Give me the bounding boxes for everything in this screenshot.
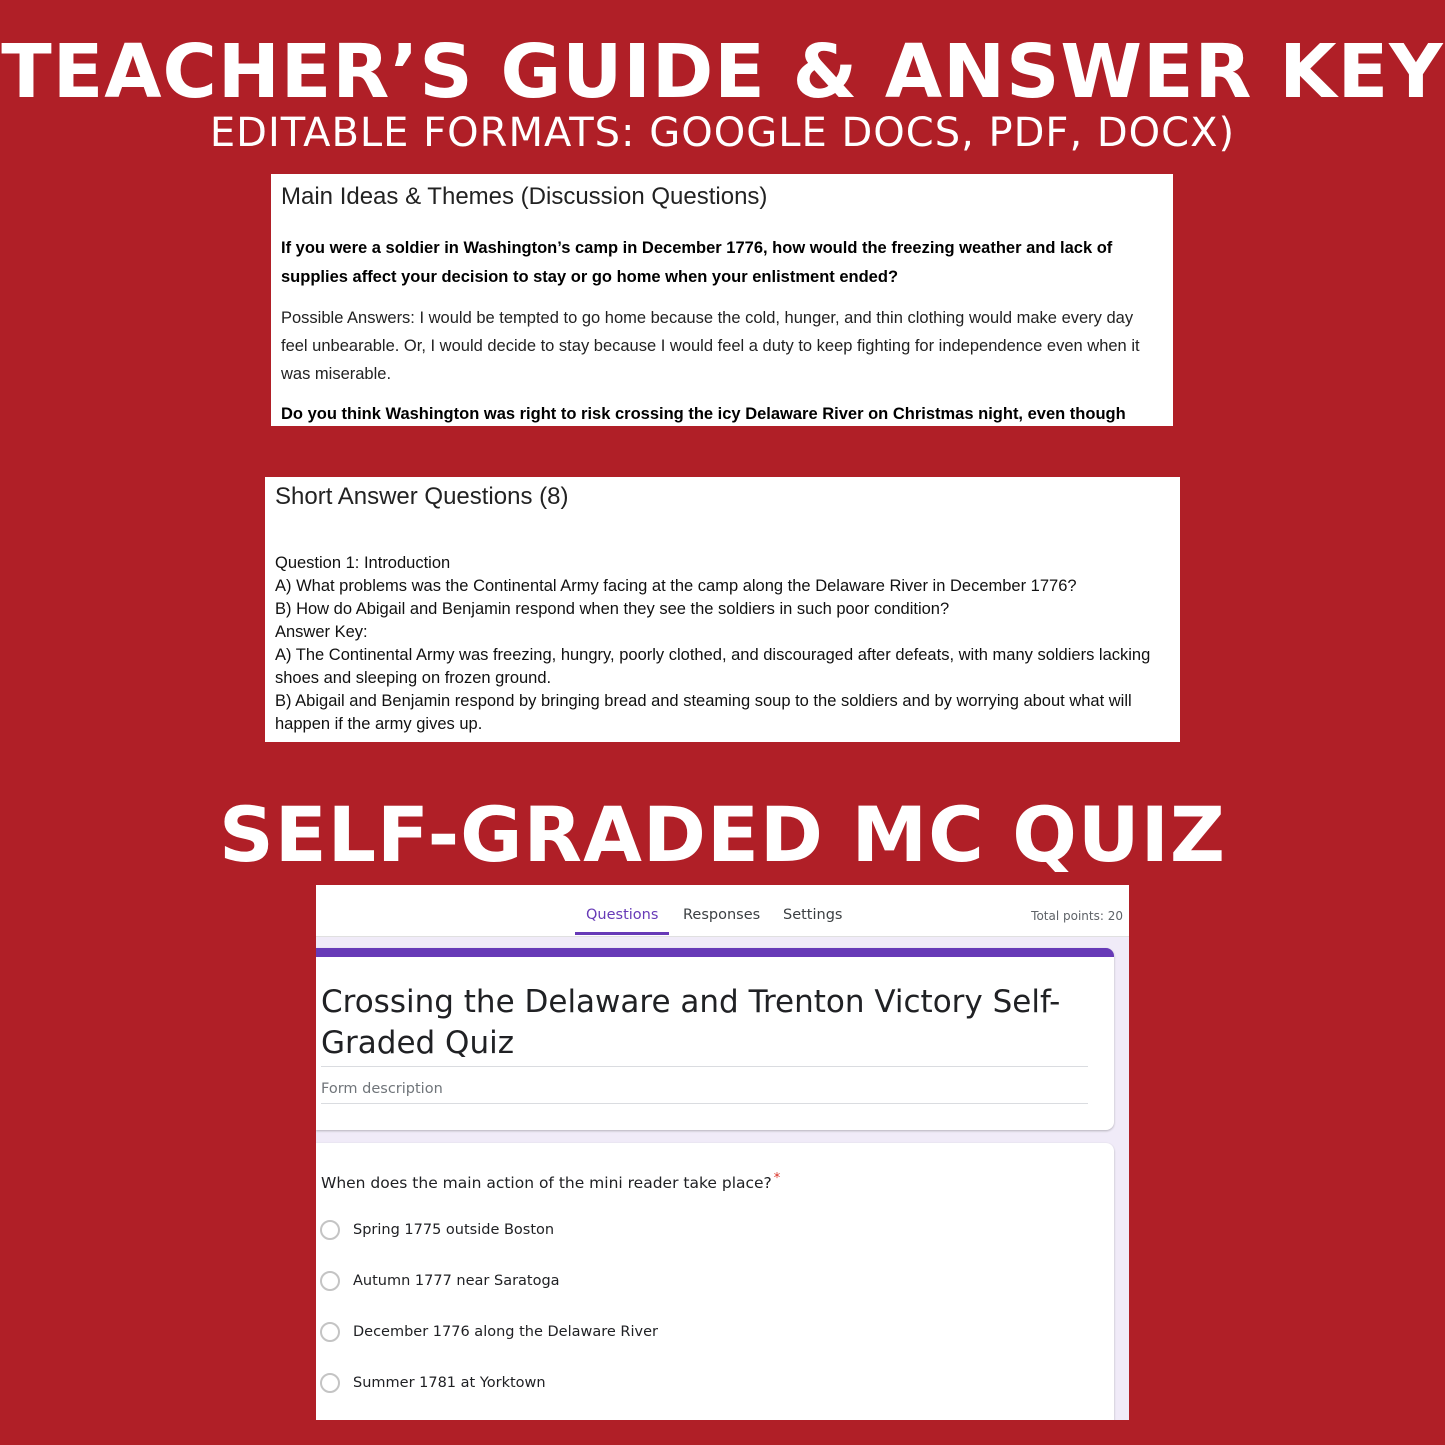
form-tab-bar: [316, 885, 1129, 937]
short-answer-line: Answer Key:: [275, 623, 368, 641]
total-points: Total points: 20: [1031, 909, 1123, 923]
radio-button[interactable]: [320, 1322, 340, 1342]
short-answer-line: A) The Continental Army was freezing, hungry, poorly clothed, and discouraged after defeats, with many soldiers lacking shoes and sleeping on frozen ground.: [275, 646, 1151, 687]
discussion-questions-panel: [271, 174, 1173, 426]
answer-option[interactable]: [320, 1371, 546, 1395]
radio-button[interactable]: [320, 1220, 340, 1240]
google-form-screenshot: [316, 885, 1129, 1420]
active-tab-indicator: [575, 932, 669, 935]
discussion-heading: Main Ideas & Themes (Discussion Questions): [281, 183, 768, 210]
answer-option[interactable]: [320, 1320, 658, 1344]
form-description-input[interactable]: Form description: [321, 1081, 443, 1097]
short-answer-panel: [265, 477, 1180, 742]
short-answer-line: Question 1: Introduction: [275, 554, 451, 572]
form-title-card: [316, 948, 1114, 1130]
radio-button[interactable]: [320, 1271, 340, 1291]
option-label: Autumn 1777 near Saratoga: [353, 1273, 560, 1289]
answer-option[interactable]: [320, 1269, 560, 1293]
answer-option[interactable]: [320, 1218, 554, 1242]
question-card: [316, 1143, 1114, 1420]
option-label: December 1776 along the Delaware River: [353, 1324, 658, 1340]
tab-settings[interactable]: Settings: [783, 907, 843, 923]
question-text: [321, 1171, 780, 1192]
description-divider: [321, 1103, 1088, 1104]
page-title: TEACHER’S GUIDE & ANSWER KEY: [1, 29, 1444, 115]
option-label: Summer 1781 at Yorktown: [353, 1375, 546, 1391]
discussion-question-2: Do you think Washington was right to risk crossing the icy Delaware River on Christmas night, even though: [281, 405, 1126, 423]
discussion-question-1: If you were a soldier in Washington’s camp in December 1776, how would the freezing weather and lack of supplies affect your decision to stay or go home when your enlistment ended?: [281, 239, 1113, 286]
short-answer-heading: Short Answer Questions (8): [275, 483, 569, 510]
required-indicator: *: [773, 1171, 781, 1186]
short-answer-line: B) How do Abigail and Benjamin respond when they see the soldiers in such poor condition?: [275, 600, 950, 618]
question-label: When does the main action of the mini reader take place?: [321, 1174, 772, 1193]
short-answer-line: A) What problems was the Continental Army facing at the camp along the Delaware River in December 1776?: [275, 577, 1077, 595]
short-answer-line: B) Abigail and Benjamin respond by bringing bread and steaming soup to the soldiers and by worrying about what will happen if the army gives up.: [275, 692, 1132, 733]
radio-button[interactable]: [320, 1373, 340, 1393]
option-label: Spring 1775 outside Boston: [353, 1222, 555, 1238]
tab-responses[interactable]: Responses: [683, 907, 761, 923]
tab-questions[interactable]: Questions: [586, 907, 659, 923]
discussion-answer-1: Possible Answers: I would be tempted to go home because the cold, hunger, and thin clothing would make every day feel unbearable. Or, I would decide to stay because I would feel a duty to keep fighting for independence even when it was miserable.: [281, 309, 1140, 383]
quiz-headline: SELF-GRADED MC QUIZ: [218, 790, 1227, 879]
form-title[interactable]: Crossing the Delaware and Trenton Victory Self-Graded Quiz: [321, 984, 1061, 1061]
title-divider: [321, 1066, 1088, 1067]
page-subtitle: EDITABLE FORMATS: GOOGLE DOCS, PDF, DOCX): [209, 110, 1236, 156]
